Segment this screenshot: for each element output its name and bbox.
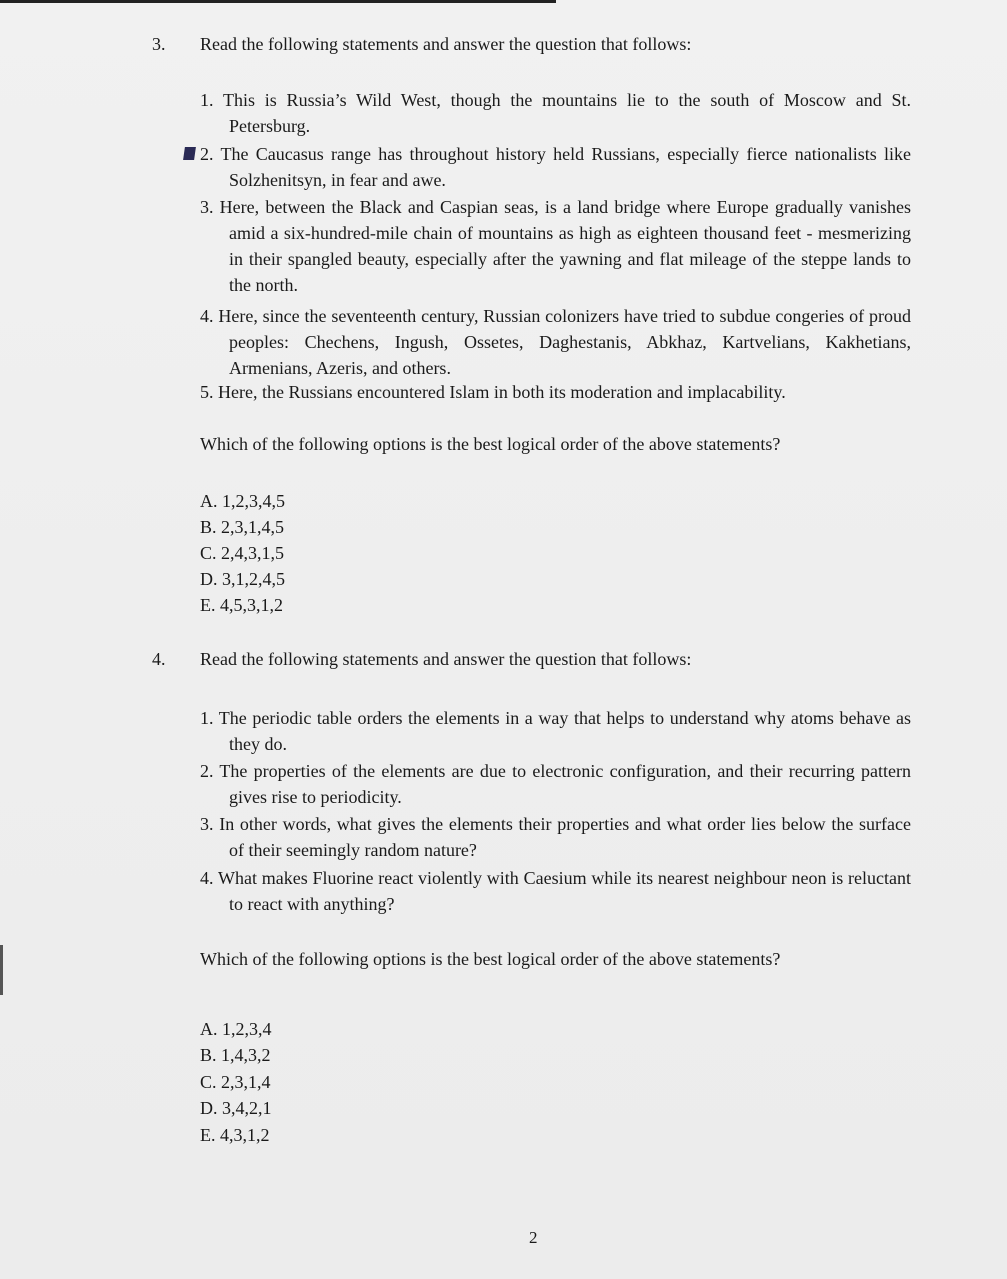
order-question: Which of the following options is the best logical order of the above statements?: [200, 949, 781, 969]
option-b[interactable]: B. 2,3,1,4,5: [200, 517, 285, 537]
question-prompt: Read the following statements and answer the question that follows:: [200, 649, 692, 669]
question-number: 3.: [152, 34, 166, 54]
statement: 5. Here, the Russians encountered Islam in both its moderation and implacability.: [200, 382, 786, 402]
option-d[interactable]: D. 3,1,2,4,5: [200, 569, 285, 589]
option-a[interactable]: A. 1,2,3,4: [200, 1019, 272, 1039]
question-prompt: Read the following statements and answer the question that follows:: [200, 34, 692, 54]
option-c[interactable]: C. 2,3,1,4: [200, 1072, 271, 1092]
statement: 3. Here, between the Black and Caspian seas, is a land bridge where Europe gradually vanishes amid a six-hundred-mile chain of mountains as high as eighteen thousand feet - mesmerizing in their spangled beauty, especially after the yawning and flat mileage of the steppe lands to the north.: [200, 197, 911, 295]
scan-top-edge: [0, 0, 556, 3]
statement: 2. The Caucasus range has throughout history held Russians, especially fierce nationalists like Solzhenitsyn, in fear and awe.: [200, 144, 911, 190]
question-number: 4.: [152, 649, 166, 669]
option-a[interactable]: A. 1,2,3,4,5: [200, 491, 285, 511]
statement: 1. The periodic table orders the elements in a way that helps to understand why atoms behave as they do.: [200, 708, 911, 754]
statement: 3. In other words, what gives the elements their properties and what order lies below the surface of their seemingly random nature?: [200, 814, 911, 860]
statement: 4. Here, since the seventeenth century, Russian colonizers have tried to subdue congeries of proud peoples: Chechens, Ingush, Ossetes, Daghestanis, Abkhaz, Kartvelians, Kakhetians, Armenians, Azeris, and others.: [200, 306, 911, 378]
option-c[interactable]: C. 2,4,3,1,5: [200, 543, 285, 563]
option-e[interactable]: E. 4,5,3,1,2: [200, 595, 283, 615]
option-e[interactable]: E. 4,3,1,2: [200, 1125, 270, 1145]
scan-left-edge: [0, 945, 3, 995]
order-question: Which of the following options is the best logical order of the above statements?: [200, 434, 781, 454]
option-d[interactable]: D. 3,4,2,1: [200, 1098, 272, 1118]
statement: 2. The properties of the elements are due to electronic configuration, and their recurring pattern gives rise to periodicity.: [200, 761, 911, 807]
page-number: 2: [529, 1228, 538, 1247]
option-b[interactable]: B. 1,4,3,2: [200, 1045, 271, 1065]
statement: 4. What makes Fluorine react violently with Caesium while its nearest neighbour neon is reluctant to react with anything?: [200, 868, 911, 914]
ink-smudge: [183, 147, 196, 160]
statement: 1. This is Russia’s Wild West, though the mountains lie to the south of Moscow and St. Petersburg.: [200, 90, 911, 136]
